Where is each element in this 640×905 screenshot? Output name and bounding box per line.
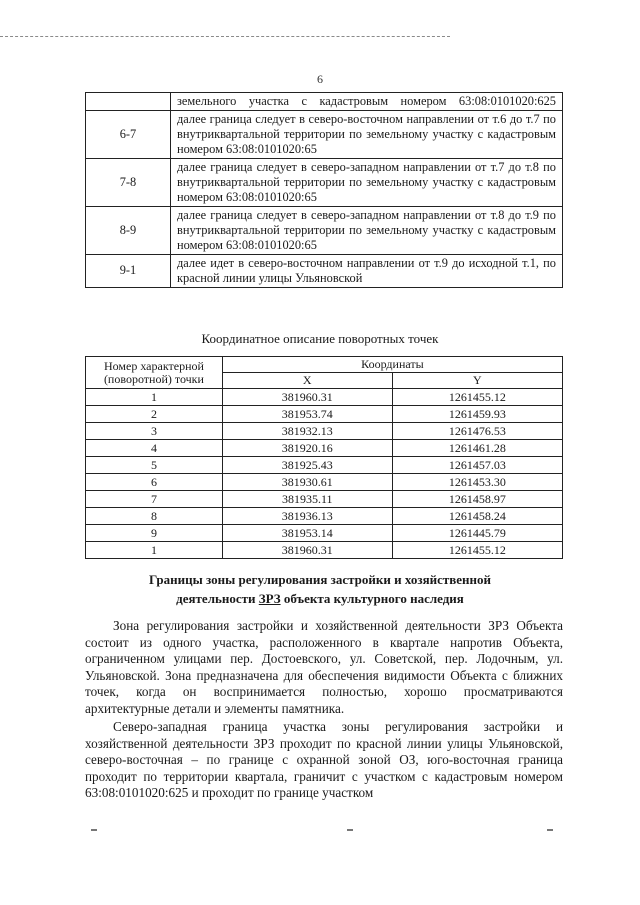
segment-description: далее идет в северо-восточном направлении от т.9 до исходной т.1, по красной линии улицы Ульяновской	[171, 255, 563, 288]
y-coordinate: 1261453.30	[392, 474, 562, 491]
coordinates-table	[85, 356, 563, 559]
coordinate-row	[86, 525, 563, 542]
coordinates-header: Координаты	[222, 357, 562, 373]
x-coordinate: 381930.61	[222, 474, 392, 491]
scan-mark	[91, 829, 97, 831]
boundary-segments-table	[85, 92, 563, 288]
segment-id: 6-7	[86, 111, 171, 159]
y-header: Y	[392, 373, 562, 389]
point-number-header: Номер характерной (поворотной) точки	[86, 357, 223, 389]
paragraph-boundary-description: Северо-западная граница участка зоны регулирования застройки и хозяйственной деятельности ЗРЗ проходит по красной линии улицы Ульяновской, северо-восточная – по границе с охранной зоной ОЗ, юго-восточная граница проходит по территории квартала, граничит с участком с кадастровым номером 63:08:0101020:625 и проходит по границе участком	[85, 719, 563, 801]
coordinate-row	[86, 491, 563, 508]
segment-row	[86, 111, 563, 159]
coordinate-row	[86, 406, 563, 423]
segment-row	[86, 255, 563, 288]
scan-mark	[347, 829, 353, 831]
zone-heading-part: деятельности	[176, 591, 259, 606]
coordinate-row	[86, 457, 563, 474]
coordinate-row	[86, 542, 563, 559]
point-number: 4	[86, 440, 223, 457]
top-scan-rule	[0, 36, 450, 37]
zone-heading-part: объекта культурного наследия	[280, 591, 464, 606]
point-number: 7	[86, 491, 223, 508]
point-number: 1	[86, 542, 223, 559]
segment-id	[86, 93, 171, 111]
segment-row	[86, 159, 563, 207]
y-coordinate: 1261476.53	[392, 423, 562, 440]
coordinate-row	[86, 389, 563, 406]
y-coordinate: 1261459.93	[392, 406, 562, 423]
point-number: 5	[86, 457, 223, 474]
segment-description: далее граница следует в северо-восточном направлении от т.6 до т.7 по внутриквартальной территории по земельному участку с кадастровым номером 63:08:0101020:65	[171, 111, 563, 159]
zone-abbr: ЗРЗ	[258, 591, 281, 606]
scan-marks	[0, 829, 640, 835]
y-coordinate: 1261458.24	[392, 508, 562, 525]
segment-description: далее граница следует в северо-западном направлении от т.7 до т.8 по внутриквартальной территории по земельному участку с кадастровым номером 63:08:0101020:65	[171, 159, 563, 207]
x-coordinate: 381932.13	[222, 423, 392, 440]
scan-mark	[547, 829, 553, 831]
y-coordinate: 1261455.12	[392, 542, 562, 559]
segment-row	[86, 93, 563, 111]
segment-id: 9-1	[86, 255, 171, 288]
point-number: 2	[86, 406, 223, 423]
y-coordinate: 1261461.28	[392, 440, 562, 457]
coordinate-row	[86, 440, 563, 457]
x-coordinate: 381953.14	[222, 525, 392, 542]
point-number: 6	[86, 474, 223, 491]
page-number: 6	[317, 72, 323, 86]
x-coordinate: 381936.13	[222, 508, 392, 525]
coordinate-row	[86, 474, 563, 491]
x-header: X	[222, 373, 392, 389]
zone-heading-line2	[0, 589, 640, 608]
y-coordinate: 1261458.97	[392, 491, 562, 508]
segment-id: 7-8	[86, 159, 171, 207]
point-number: 1	[86, 389, 223, 406]
segment-description: далее граница следует в северо-западном направлении от т.8 до т.9 по внутриквартальной территории по земельному участку с кадастровым номером 63:08:0101020:65	[171, 207, 563, 255]
segment-description: земельного участка с кадастровым номером 63:08:0101020:625	[171, 93, 563, 111]
segment-row	[86, 207, 563, 255]
y-coordinate: 1261445.79	[392, 525, 562, 542]
point-number: 8	[86, 508, 223, 525]
coordinates-title: Координатное описание поворотных точек	[201, 331, 439, 346]
x-coordinate: 381925.43	[222, 457, 392, 474]
x-coordinate: 381960.31	[222, 542, 392, 559]
point-number: 9	[86, 525, 223, 542]
x-coordinate: 381935.11	[222, 491, 392, 508]
zone-heading-line1: Границы зоны регулирования застройки и хозяйственной	[148, 572, 492, 587]
coordinate-row	[86, 423, 563, 440]
coordinate-row	[86, 508, 563, 525]
segment-id: 8-9	[86, 207, 171, 255]
x-coordinate: 381953.74	[222, 406, 392, 423]
x-coordinate: 381920.16	[222, 440, 392, 457]
x-coordinate: 381960.31	[222, 389, 392, 406]
paragraph-zone-description: Зона регулирования застройки и хозяйственной деятельности ЗРЗ Объекта состоит из одного участка, расположенного в квартале напротив Объекта, ограниченном улицами пер. Достоевского, ул. Советской, пер. Лодочным, ул. Ульяновской. Зона предназначена для обеспечения видимости Объекта с ближних точек, когда он воспринимается полностью, хорошо просматриваются архитектурные детали и элементы памятника.	[85, 618, 563, 716]
y-coordinate: 1261457.03	[392, 457, 562, 474]
point-number: 3	[86, 423, 223, 440]
y-coordinate: 1261455.12	[392, 389, 562, 406]
zone-heading	[0, 570, 640, 608]
